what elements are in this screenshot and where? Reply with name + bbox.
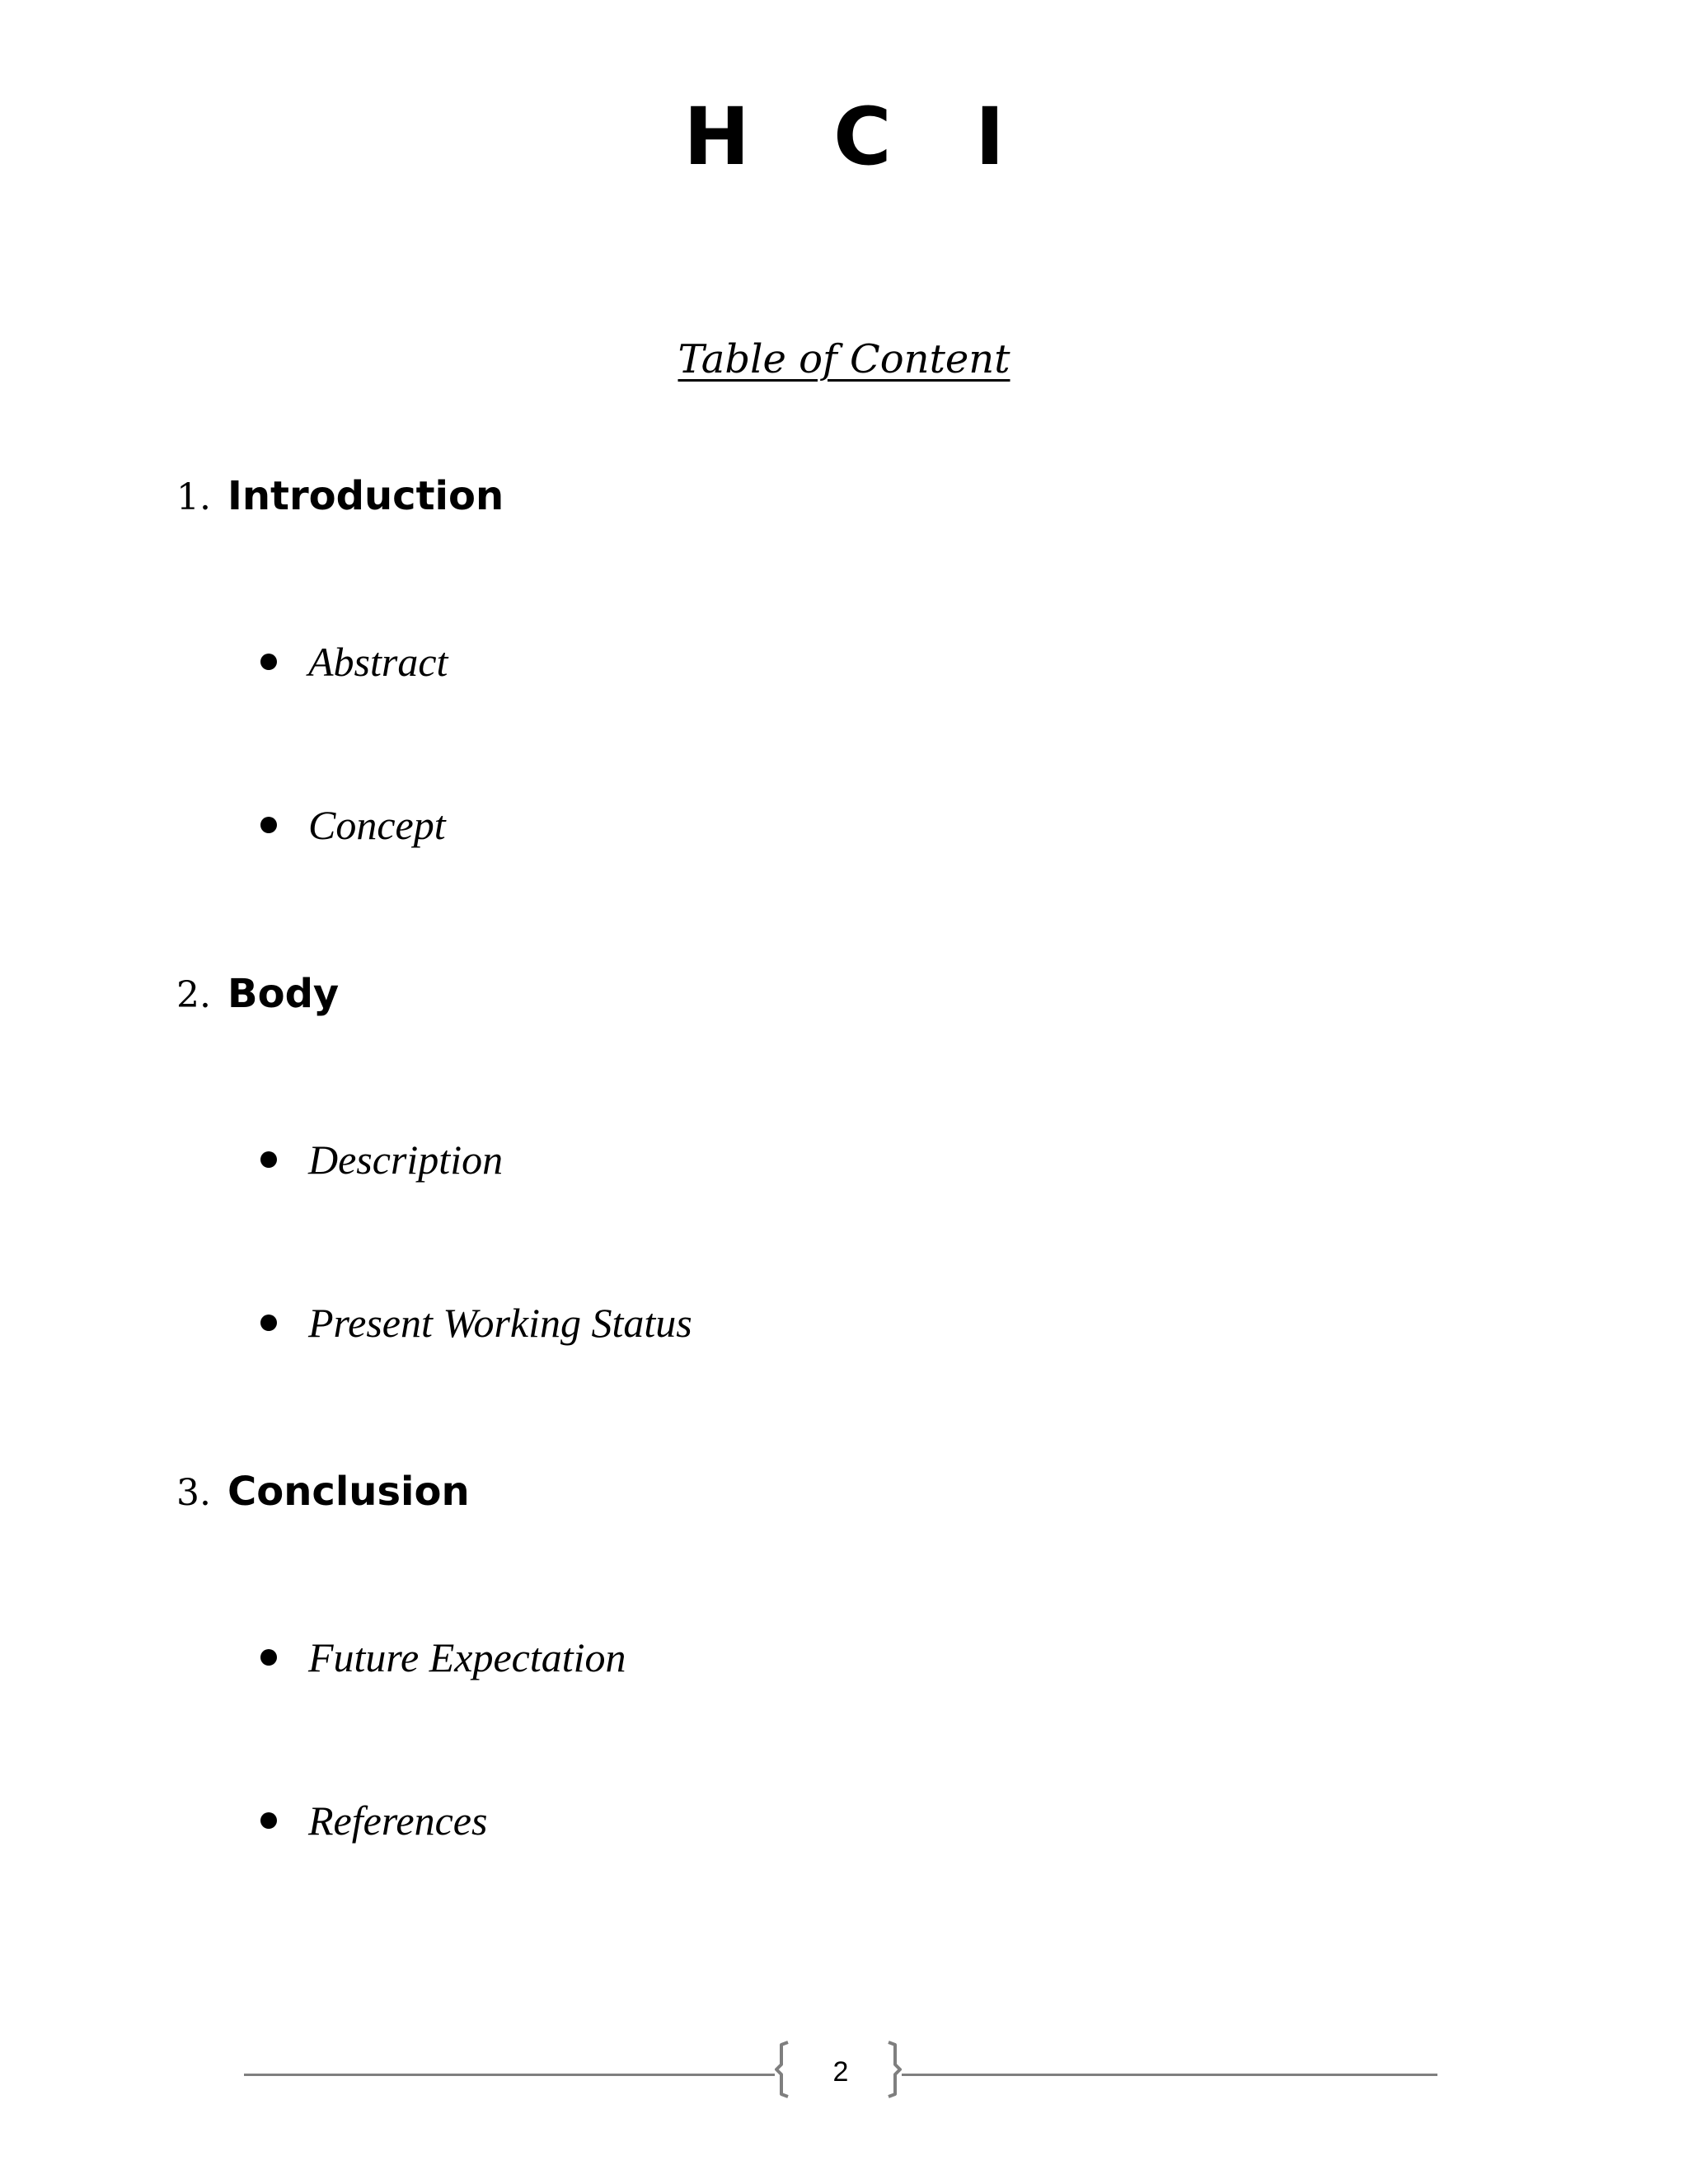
toc-item-present-working-status (260, 1300, 692, 1346)
bullet-icon (260, 1151, 277, 1168)
section-number: 1. (176, 476, 211, 518)
section-title: Body (227, 971, 340, 1017)
toc-item-abstract (260, 639, 448, 685)
left-brace-icon (775, 2040, 791, 2099)
section-number: 3. (176, 1472, 211, 1514)
bullet-icon (260, 654, 277, 670)
toc-item-label: References (308, 1797, 488, 1844)
section-number: 2. (176, 974, 211, 1016)
toc-item-label: Future Expectation (308, 1634, 626, 1680)
toc-item-label: Concept (308, 802, 446, 848)
section-heading-body (176, 971, 340, 1017)
toc-item-future-expectation (260, 1634, 626, 1680)
page-number: 2 (832, 2056, 849, 2088)
bullet-icon (260, 1315, 277, 1331)
toc-item-label: Description (308, 1137, 504, 1183)
bullet-icon (260, 1649, 277, 1666)
toc-item-label: Abstract (308, 639, 448, 685)
section-title: Introduction (227, 473, 504, 519)
toc-item-concept (260, 804, 446, 846)
toc-item-label: Present Working Status (308, 1300, 692, 1346)
page-footer (0, 2040, 1688, 2106)
toc-heading-text: Table of Content (678, 336, 1010, 382)
toc-item-description (260, 1137, 504, 1183)
right-brace-icon (885, 2040, 902, 2099)
footer-rule-left (244, 2074, 775, 2076)
section-title: Conclusion (227, 1469, 470, 1515)
document-title: H C I (683, 91, 1033, 183)
footer-rule-right (902, 2074, 1437, 2076)
section-heading-introduction (176, 473, 504, 519)
toc-heading (0, 336, 1688, 382)
section-heading-conclusion (176, 1469, 470, 1515)
bullet-icon (260, 1812, 277, 1829)
bullet-icon (260, 817, 277, 833)
toc-item-references (260, 1797, 488, 1844)
